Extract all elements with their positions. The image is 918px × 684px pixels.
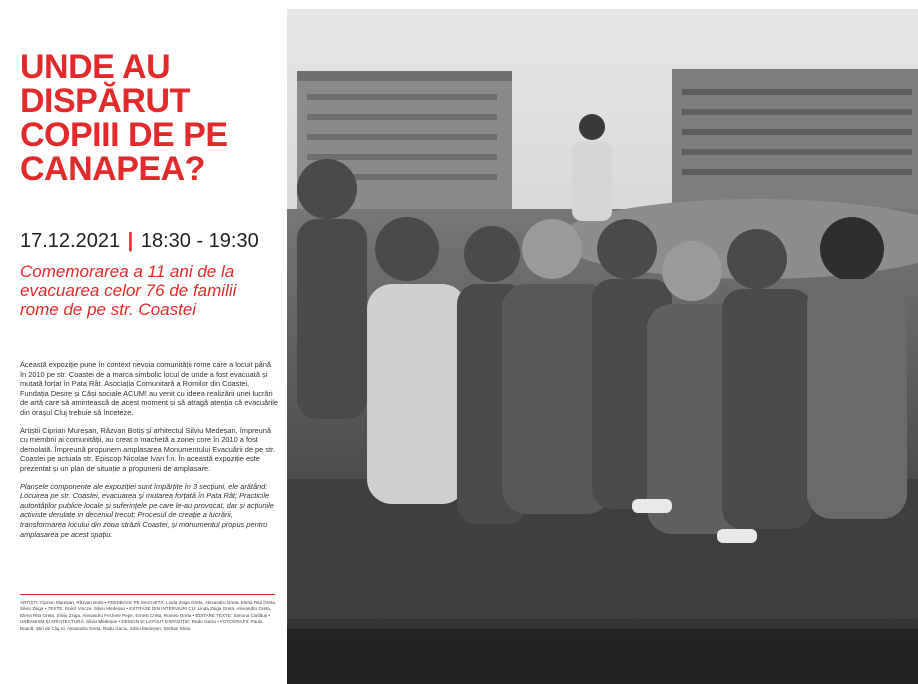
description-paragraph: Planșele componente ale expoziției sunt împărțite în 3 secțiuni, ele arătând: Locuirea pe str. Coastei, evacuarea și mutarea forțată în Pata Rât; Practicile autorităților publice locale și suferințele pe care le-au provocat, dar și acțiunile activiste derulate in deceniul trecut; Procesul de creație a lucrării, transformarea locului din zona străzii Coastei, și monumentul propus pentru amplasarea pe acest spațiu. xyxy=(20,481,274,539)
event-datetime xyxy=(20,230,259,253)
title-line: DISPĂRUT xyxy=(20,82,190,120)
credits-text: ARTIȘTI: Ciprian Mureșan, Răzvan Botiș • FEEDBACK PE MACHETĂ: Linda Zsiga Greta, Alexandru Greta, Elena Rita Greta, Silviu Zsiga • TEXTE: Enikő Vincze, Silviu Medeșan • EXTRASE DIN INTERVIURI CU: Linda Zsiga Greta, Alexandru Greta, Elena Rita Greta, Silviu Zsiga, Alexandru Fechete Pepe, Ernest Creta, Romeo Greta • EDITARE TEXTE: Simona Ciotlăuș • URBANISM ȘI ARHITECTURĂ: Silviu Medeșan • DESIGN ȘI LAYOUT EXPOZIȚIE: Radu Gaciu • FOTOGRAFII: Paula Boariă, Știri de Cluj.ro, Alexandru Greta, Radu Gaciu, Silviu Medeșan, Șerban Stoia xyxy=(20,600,277,631)
date-time-separator: | xyxy=(127,230,134,252)
info-panel xyxy=(0,0,290,684)
subtitle-line: rome de pe str. Coastei xyxy=(20,300,197,319)
title-line: UNDE AU xyxy=(20,48,171,86)
title-line: CANAPEA? xyxy=(20,150,205,188)
description xyxy=(20,360,278,547)
description-paragraph: Artiștii Ciprian Mureșan, Răzvan Botiș și arhitectul Silviu Medeșan, împreună cu membrii ai comunității, au creat o machetă a zonei core în 2010 a fost demolată. Împreună propunem amplasarea Monumentului Evacuării de pe str. Coastei pe actuala str. Episcop Nicolae Ivan f.n. În această expoziție este prezentat și un plan de situație a propunerii de amplasare. xyxy=(20,425,276,473)
credits-divider xyxy=(20,594,275,595)
event-date: 17.12.2021 xyxy=(20,230,121,252)
subtitle-line: evacuarea celor 76 de familii xyxy=(20,281,237,300)
event-time: 18:30 - 19:30 xyxy=(140,230,259,252)
subtitle-line: Comemorarea a 11 ani de la xyxy=(20,262,235,281)
photo-illustration xyxy=(287,9,918,684)
description-paragraph: Această expoziție pune în context nevoia comunității rome care a locuit până în 2010 pe str. Coastei de a marca simbolic locul de unde a fost evacuată și mutată forțat în Pata Rât. Asociația Comunitară a Romilor din Coastei, Fundația Desire și Căși sociale ACUM! au venit cu ideea realizării unei lucrări de artă care să amintească de acest moment și să atragă atenția că evacuările din orașul Cluj trebuie să înceteze. xyxy=(20,360,278,417)
title-line: COPIII DE PE xyxy=(20,116,228,154)
poster-title xyxy=(20,50,275,186)
event-subtitle xyxy=(20,262,282,319)
children-photo xyxy=(287,9,918,684)
